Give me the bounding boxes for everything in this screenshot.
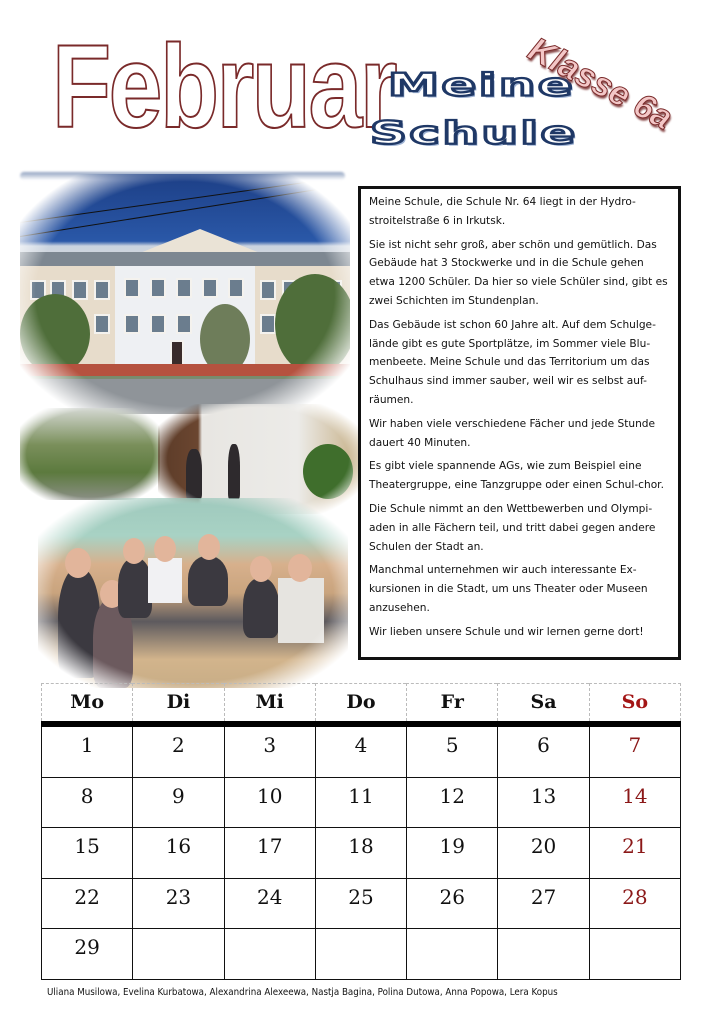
calendar-week (42, 727, 681, 778)
month-title: Februar (52, 21, 396, 153)
day-cell: 20 (498, 828, 589, 878)
student-head (288, 554, 312, 582)
calendar-grid (41, 683, 681, 980)
day-cell: 5 (407, 727, 498, 777)
paragraph: Wir haben viele verschiedene Fächer und jede Stunde dauert 40 Minuten. (369, 417, 656, 449)
calendar-week (42, 879, 681, 930)
classroom-photo (38, 498, 348, 688)
day-cell: 22 (42, 879, 133, 929)
calendar-week (42, 828, 681, 879)
weekday-do: Do (315, 683, 406, 721)
day-cell (225, 929, 316, 979)
day-cell: 13 (498, 778, 589, 828)
paragraph: Sie ist nicht sehr groß, aber schön und gemütlich. Das Gebäude hat 3 Stockwerke und in die Schule gehen etwa 1200 Schüler. Da hier so viele Schüler sind, gibt es zwei Schichten im Stundenplan. (369, 238, 668, 307)
day-cell: 19 (407, 828, 498, 878)
fence (20, 364, 350, 376)
student-head (154, 536, 176, 562)
paragraph: Es gibt viele spannende AGs, wie zum Beispiel eine Theatergruppe, eine Tanzgruppe oder einen Schul-chor. (369, 460, 664, 492)
window (202, 278, 218, 298)
student-figure (228, 444, 240, 499)
day-cell (133, 929, 224, 979)
day-cell: 1 (42, 727, 133, 777)
window (260, 314, 276, 334)
tree (275, 274, 350, 374)
day-cell: 12 (407, 778, 498, 828)
student-figure (186, 449, 202, 499)
window (150, 278, 166, 298)
weekday-di: Di (132, 683, 223, 721)
day-cell-sunday: 28 (590, 879, 681, 929)
day-cell: 4 (316, 727, 407, 777)
paragraph: Die Schule nimmt an den Wettbewerben und Olympi-aden in alle Fächern teil, und tritt dabei gegen andere Schulen der Stadt an. (369, 502, 656, 553)
day-cell: 26 (407, 879, 498, 929)
window (260, 280, 276, 300)
day-cell: 23 (133, 879, 224, 929)
student-head (123, 538, 145, 564)
day-cell: 3 (225, 727, 316, 777)
window (124, 278, 140, 298)
day-cell: 8 (42, 778, 133, 828)
tree (20, 294, 90, 374)
window (176, 278, 192, 298)
window (150, 314, 166, 334)
weekday-mi: Mi (224, 683, 315, 721)
calendar-body (41, 727, 681, 980)
student-figure (188, 556, 228, 606)
day-cell: 17 (225, 828, 316, 878)
day-cell: 24 (225, 879, 316, 929)
day-cell-sunday (590, 929, 681, 979)
school-description (358, 186, 681, 660)
day-cell-sunday: 21 (590, 828, 681, 878)
class-label: Klasse 6a (522, 30, 679, 138)
student-head (65, 548, 91, 578)
schoolyard-photo (20, 408, 160, 500)
calendar-week (42, 778, 681, 829)
student-figure (278, 578, 324, 643)
school-building-photo (20, 174, 350, 414)
author-credits: Uliana Musilowa, Evelina Kurbatowa, Alexandrina Alexeewa, Nastja Bagina, Polina Dutowa, Anna Popowa, Lera Kopus (47, 987, 558, 998)
weekday-mo: Mo (41, 683, 132, 721)
weekday-fr: Fr (406, 683, 497, 721)
paragraph: Manchmal unternehmen wir auch interessante Ex-kursionen in die Stadt, um uns Theater oder Museen anzusehen. (369, 564, 648, 614)
plant (303, 444, 353, 499)
weekday-so: So (589, 683, 681, 721)
student-figure (243, 578, 279, 638)
window (94, 280, 110, 300)
day-cell: 6 (498, 727, 589, 777)
day-cell: 9 (133, 778, 224, 828)
day-cell: 25 (316, 879, 407, 929)
paragraph: Wir lieben unsere Schule und wir lernen gerne dort! (369, 625, 644, 638)
paragraph: Meine Schule, die Schule Nr. 64 liegt in der Hydro-stroitelstraße 6 in Irkutsk. (369, 196, 636, 227)
school-title-line1: Meine (388, 67, 576, 104)
school-title-line2: Schule (370, 115, 578, 152)
student-head (250, 556, 272, 582)
power-line (20, 176, 347, 223)
student-head (198, 534, 220, 560)
day-cell: 10 (225, 778, 316, 828)
day-cell (498, 929, 589, 979)
window (124, 314, 140, 334)
window (228, 278, 244, 298)
day-cell: 2 (133, 727, 224, 777)
building-roof (20, 252, 350, 266)
student-figure (148, 558, 182, 603)
day-cell-sunday: 7 (590, 727, 681, 777)
weekday-header (41, 683, 681, 727)
day-cell: 18 (316, 828, 407, 878)
day-cell (316, 929, 407, 979)
student-figure (118, 558, 152, 618)
weekday-sa: Sa (497, 683, 588, 721)
window (176, 314, 192, 334)
day-cell: 27 (498, 879, 589, 929)
calendar-week (42, 929, 681, 980)
window (72, 280, 88, 300)
day-cell: 15 (42, 828, 133, 878)
day-cell: 11 (316, 778, 407, 828)
window (94, 314, 110, 334)
day-cell: 16 (133, 828, 224, 878)
day-cell: 29 (42, 929, 133, 979)
day-cell-sunday: 14 (590, 778, 681, 828)
day-cell (407, 929, 498, 979)
entrance-door (170, 340, 184, 366)
paragraph: Das Gebäude ist schon 60 Jahre alt. Auf dem Schulge-lände gibt es gute Sportplätze, im Sommer viele Blu-menbeete. Meine Schule und das Territorium um das Schulhaus sind immer sauber, weil wir es selbst auf-räumen. (369, 318, 656, 406)
